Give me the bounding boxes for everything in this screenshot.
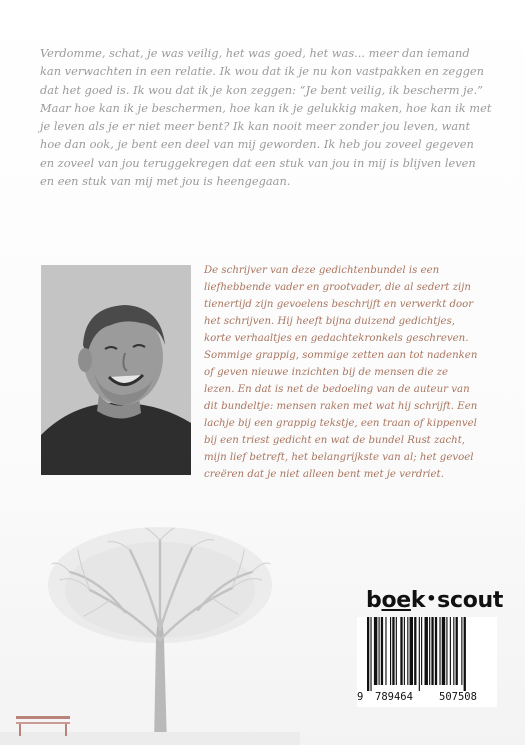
bio-line: Sommige grappig, sommige zetten aan tot nadenken <box>204 350 478 361</box>
poem-line: hoe dan ook, je bent een deel van mij geworden. Ik heb jou zoveel gegeven <box>40 137 474 152</box>
logo-text: k <box>410 588 426 613</box>
barcode-bar <box>392 617 394 685</box>
barcode-bar <box>442 617 445 685</box>
logo-dot: • <box>426 589 437 608</box>
barcode-bar <box>370 617 371 691</box>
barcode-bar <box>410 617 413 685</box>
bio-line: lachje bij een grappig tekstje, een traan of kippenvel <box>204 418 477 429</box>
bio-line: of geven nieuwe inzichten bij de mensen die ze <box>204 367 449 378</box>
barcode-bar <box>407 617 408 685</box>
barcode-bar <box>450 617 451 685</box>
author-bio <box>204 262 504 483</box>
barcode-bar <box>461 617 462 685</box>
barcode-bar <box>400 617 402 685</box>
poem-line: je leven als je er niet meer bent? Ik kan nooit meer zonder jou leven, want <box>40 119 471 134</box>
barcode-bar <box>414 617 416 685</box>
barcode-bar <box>390 617 391 685</box>
isbn-group-1: 789464 <box>375 691 413 703</box>
barcode-bar <box>379 617 380 685</box>
barcode-bar <box>425 617 428 685</box>
barcode-bar <box>404 617 405 685</box>
poem-line: Maar hoe kan ik je beschermen, hoe kan ik je gelukkig maken, hoe kan ik met <box>40 100 492 115</box>
barcode-bar <box>429 617 430 685</box>
bio-line: bij een triest gedicht en wat de bundel Rust zacht, <box>204 435 466 446</box>
barcode-bar <box>456 617 458 685</box>
author-photo <box>41 265 191 475</box>
bio-line: mijn lief betreft, het belangrijkste van al; het gevoel <box>204 452 474 463</box>
isbn-prefix: 9 <box>357 691 364 703</box>
bio-line: creëren dat je niet alleen bent met je verdriet. <box>204 469 444 480</box>
logo-text-underlined: oe <box>381 588 411 613</box>
poem-line: Verdomme, schat, je was veilig, het was goed, het was... meer dan iemand <box>40 46 470 60</box>
barcode-bar <box>419 617 420 691</box>
barcode-bar <box>396 617 397 685</box>
bio-line: tienertijd zijn gevoelens beschrijft en verwerkt door <box>204 299 474 310</box>
tree-illustration <box>0 520 300 745</box>
bio-line: korte verhaaltjes en gedachtekronkels geschreven. <box>204 333 469 344</box>
barcode-bar <box>385 617 386 685</box>
poem-line: dat het goed is. Ik wou dat ik je kon zeggen: “Je bent veilig, ik bescherm je.” <box>40 82 483 97</box>
barcode-bar <box>381 617 383 685</box>
barcode-bar <box>431 617 433 685</box>
barcode-bar <box>374 617 377 685</box>
barcode-bar <box>464 617 466 691</box>
barcode-bar <box>367 617 369 691</box>
barcode-bar <box>446 617 447 685</box>
poem-line: kan verwachten in een relatie. Ik wou dat ik je nu kon vastpakken en zeggen <box>40 64 484 79</box>
isbn-group-2: 507508 <box>439 691 477 703</box>
bio-line: het schrijven. Hij heeft bijna duizend gedichtjes, <box>204 316 456 327</box>
bio-line: dit bundeltje: mensen raken met wat hij schrijft. Een <box>204 401 478 412</box>
bio-line: De schrijver van deze gedichtenbundel is een <box>204 265 440 276</box>
bio-line: lezen. En dat is net de bedoeling van de auteur van <box>204 384 470 395</box>
logo-text: scout <box>437 588 504 613</box>
bio-line: liefhebbende vader en grootvader, die al sedert zijn <box>204 282 471 293</box>
barcode-bar <box>453 617 454 685</box>
poem-line: en een stuk van mij met jou is heengegaan. <box>40 174 291 189</box>
barcode-bar <box>421 617 422 685</box>
poem-excerpt <box>40 44 490 190</box>
logo-text: b <box>366 588 382 613</box>
barcode-bar <box>439 617 440 685</box>
poem-line: en zoveel van jou teruggekregen dat een stuk van jou in mij is blijven leven <box>40 155 476 170</box>
barcode-bar <box>435 617 437 685</box>
publisher-logo <box>366 588 503 613</box>
